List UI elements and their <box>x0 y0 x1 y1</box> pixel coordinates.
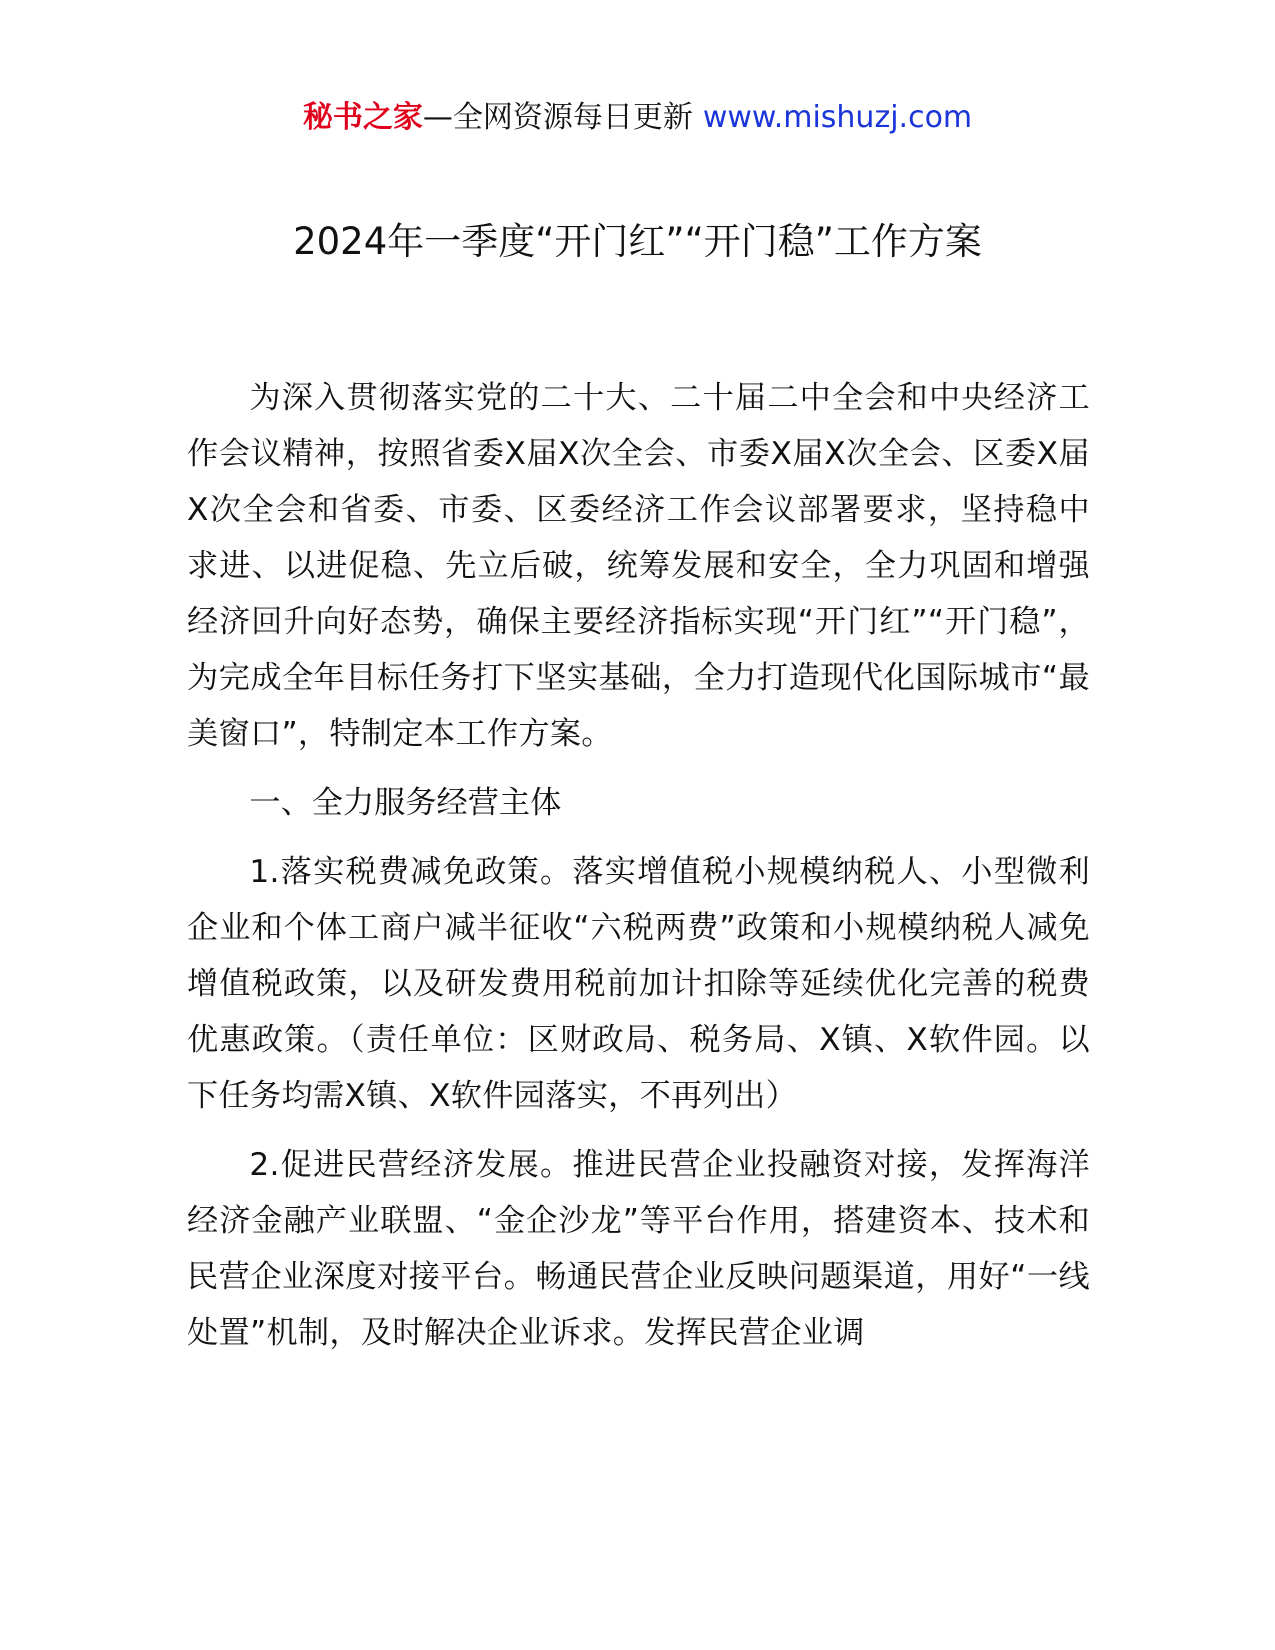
brand-name: 秘书之家 <box>302 100 423 135</box>
site-header <box>0 96 1275 140</box>
item-paragraph-2: 2.促进民营经济发展。推进民营企业投融资对接，发挥海洋经济金融产业联盟、“金企沙龙”等平台作用，搭建资本、技术和民营企业深度对接平台。畅通民营企业反映问题渠道，用好“一线处置”机制，及时解决企业诉求。发挥民营企业调 <box>187 1147 1090 1351</box>
item-paragraph-1: 1.落实税费减免政策。落实增值税小规模纳税人、小型微利企业和个体工商户减半征收“六税两费”政策和小规模纳税人减免增值税政策，以及研发费用税前加计扣除等延续优化完善的税费优惠政策。（责任单位：区财政局、税务局、X镇、X软件园。以下任务均需X镇、X软件园落实，不再列出） <box>187 854 1090 1114</box>
document-title: 2024年一季度“开门红”“开门稳”工作方案 <box>293 220 982 263</box>
site-url-link[interactable]: www.mishuzj.com <box>702 100 973 135</box>
section-heading-1: 一、全力服务经营主体 <box>249 785 562 821</box>
intro-paragraph: 为深入贯彻落实党的二十大、二十届二中全会和中央经济工作会议精神，按照省委X届X次全会、市委X届X次全会、区委X届X次全会和省委、市委、区委经济工作会议部署要求，坚持稳中求进、以进促稳、先立后破，统筹发展和安全，全力巩固和增强经济回升向好态势，确保主要经济指标实现“开门红”“开门稳”，为完成全年目标任务打下坚实基础，全力打造现代化国际城市“最美窗口”，特制定本工作方案。 <box>187 380 1090 752</box>
document-body <box>187 370 1090 1374</box>
header-tagline: —全网资源每日更新 <box>422 100 693 135</box>
